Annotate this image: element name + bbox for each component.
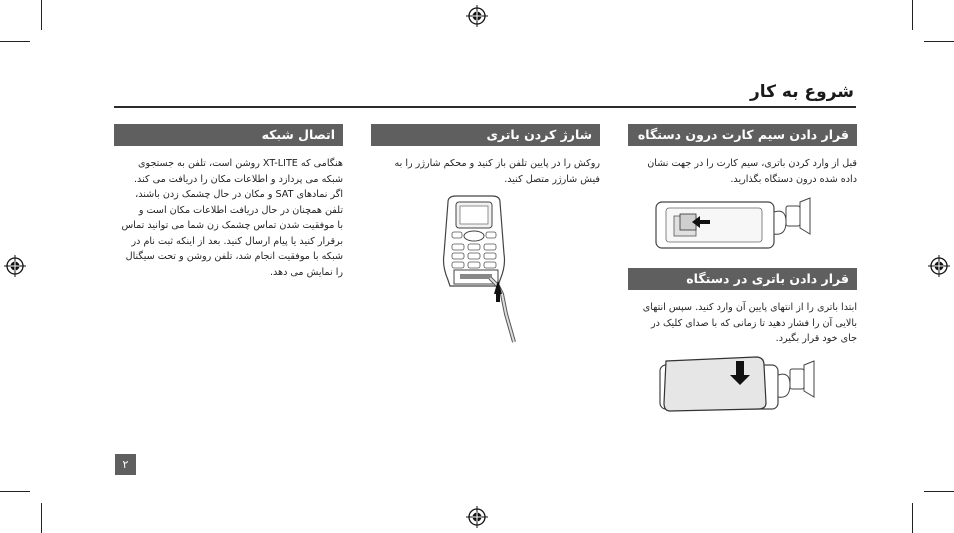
text-line: قبل از وارد کردن باتری، سیم کارت را در جهت نشان (647, 158, 857, 169)
section-text-sim-card (628, 156, 857, 187)
crop-mark (41, 0, 42, 30)
phone-charging-illustration (432, 194, 532, 344)
text-line: با موفقیت شدن تماس چشمک زن شما می توانید تماس (121, 220, 343, 231)
crop-mark (0, 491, 30, 492)
crop-mark (912, 0, 913, 30)
crop-mark (924, 491, 954, 492)
crop-mark (41, 503, 42, 533)
section-heading-network: اتصال شبکه (114, 124, 343, 146)
text-line: بالایی آن را فشار دهید تا زمانی که با صدای کلیک در (651, 317, 857, 329)
registration-mark-icon (4, 255, 26, 277)
crop-mark (0, 41, 30, 42)
text-line: داده شده درون دستگاه بگذارید. (730, 173, 857, 185)
text-line: ابتدا باتری را از انتهای پایین آن وارد کنید. سپس انتهای (642, 302, 857, 313)
section-heading-battery: قرار دادن باتری در دستگاه (628, 268, 857, 290)
section-text-battery (628, 300, 857, 347)
registration-mark-icon (466, 506, 488, 528)
text-line: فیش شارژر متصل کنید. (504, 173, 600, 185)
text-line: شبکه می پردازد و اطلاعات مکان را دریافت می کند. (134, 173, 343, 185)
text-line: روکش را در پایین تلفن باز کنید و محکم شارژر را به (394, 158, 600, 169)
text-line: را نمایش می دهد. (269, 266, 343, 278)
crop-mark (912, 503, 913, 533)
registration-mark-icon (928, 255, 950, 277)
section-heading-charging: شارژ کردن باتری (371, 124, 600, 146)
battery-illustration (656, 355, 816, 415)
crop-mark (924, 41, 954, 42)
section-text-network (114, 156, 343, 280)
text-line: هنگامی که XT-LITE روشن است، تلفن به جستجوی (137, 158, 343, 169)
registration-mark-icon (466, 5, 488, 27)
text-line: جای خود قرار بگیرد. (775, 333, 857, 344)
text-line: برقرار کنید یا پیام ارسال کنید. بعد از اینکه ثبت نام در (131, 235, 343, 247)
sim-card-illustration (652, 194, 812, 254)
text-line: تلفن همچنان در حال دریافت اطلاعات مکان است و (138, 204, 343, 216)
text-line: شبکه با موفقیت انجام شد، تلفن روشن و تحت سیگنال (125, 251, 343, 262)
title-rule (114, 106, 856, 108)
section-text-charging (371, 156, 600, 187)
text-line: اگر نمادهای SAT و مکان در حال چشمک زدن باشند، (135, 189, 343, 200)
page-title: شروع به کار (749, 82, 854, 102)
section-heading-sim-card: قرار دادن سیم کارت درون دستگاه (628, 124, 857, 146)
page-number: ۲ (115, 454, 136, 475)
